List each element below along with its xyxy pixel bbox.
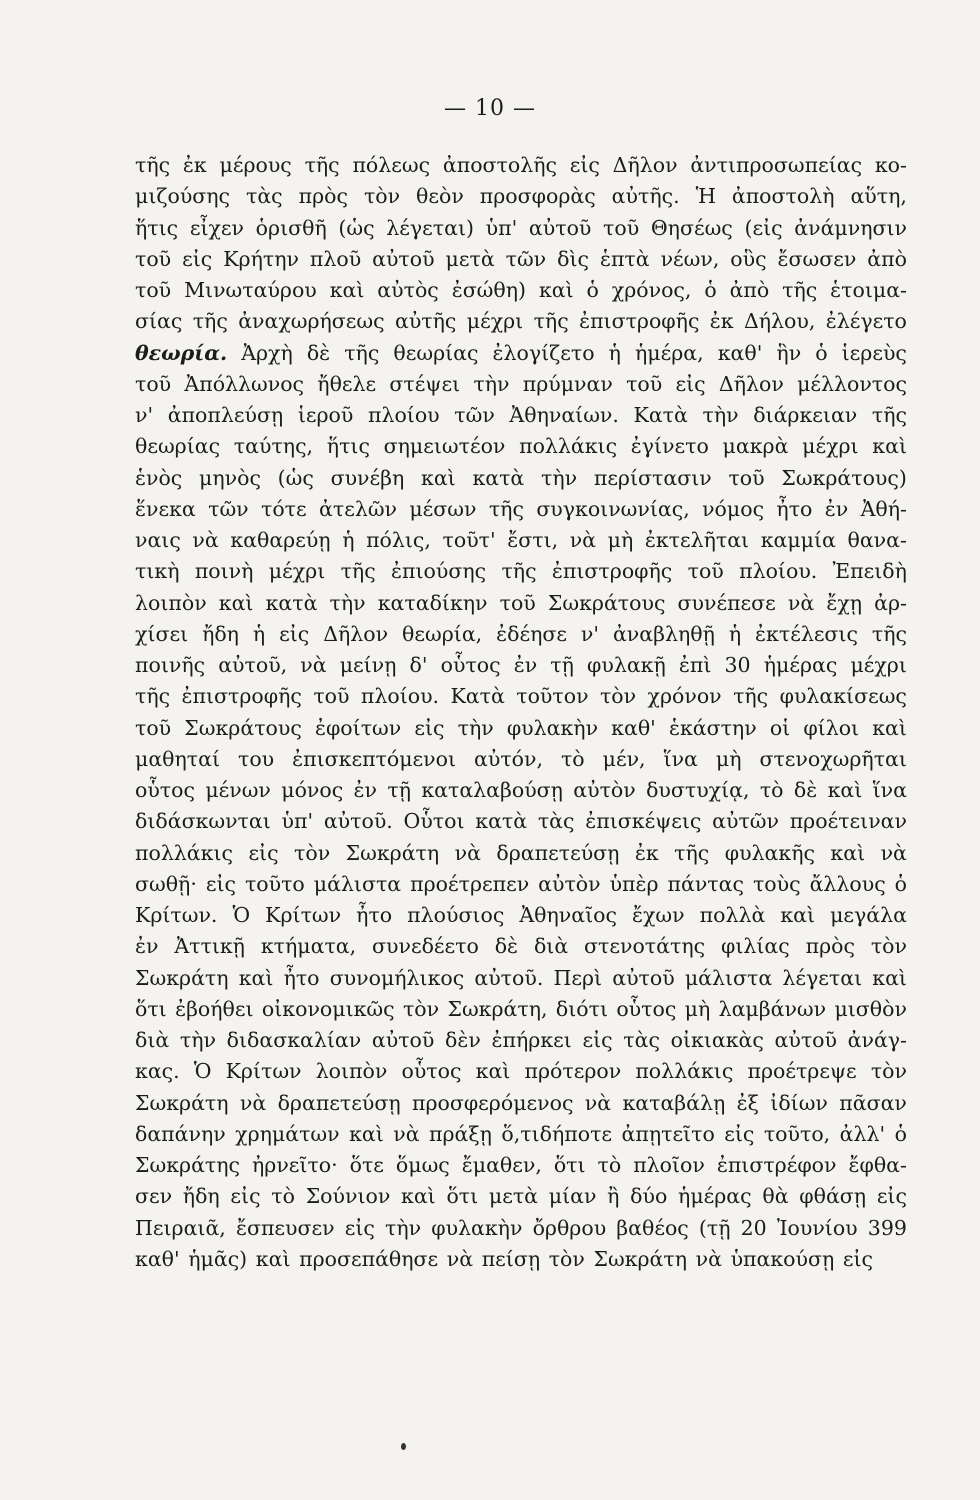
text-line: μαθηταί του ἐπισκεπτόμενοι αὐτόν, τὸ μέν, ἵνα μὴ στενοχωρῆται — [135, 746, 907, 771]
text-line: Σωκράτης ἠρνεῖτο· ὅτε ὅμως ἔμαθεν, ὅτι τὸ πλοῖον ἐπιστρέφον ἔφθα- — [135, 1153, 907, 1177]
text-line: ἥτις εἶχεν ὁρισθῆ (ὡς λέγεται) ὑπ' αὐτοῦ τοῦ Θησέως (εἰς ἀνάμνησιν — [135, 215, 907, 240]
text-line: τοῦ εἰς Κρήτην πλοῦ αὐτοῦ μετὰ τῶν δὶς ἑπτὰ νέων, οὓς ἔσωσεν ἀπὸ — [135, 246, 907, 271]
text-line: διδάσκωνται ὑπ' αὐτοῦ. Οὗτοι κατὰ τὰς ἐπισκέψεις αὐτῶν προέτειναν — [135, 809, 907, 834]
page-number: — 10 — — [444, 96, 536, 121]
text-line: τοῦ Μινωταύρου καὶ αὐτὸς ἐσώθη) καὶ ὁ χρόνος, ὁ ἀπὸ τῆς ἑτοιμα- — [135, 278, 907, 302]
text-line: ὅτι ἐβοήθει οἰκονομικῶς τὸν Σωκράτη, διότι οὗτος μὴ λαμβάνων μισθὸν — [135, 996, 907, 1021]
print-speck — [401, 1443, 406, 1450]
text-line: ἑνὸς μηνὸς (ὡς συνέβη καὶ κατὰ τὴν περίστασιν τοῦ Σωκράτους) — [135, 465, 907, 490]
text-line: Πειραιᾶ, ἔσπευσεν εἰς τὴν φυλακὴν ὄρθρου βαθέος (τῇ 20 Ἰουνίου 399 — [135, 1215, 907, 1240]
body-text — [135, 150, 907, 1275]
text-line: ποινῆς αὐτοῦ, νὰ μείνῃ δ' οὗτος ἐν τῇ φυλακῇ ἐπὶ 30 ἡμέρας μέχρι — [135, 653, 907, 677]
text-line: τῆς ἐκ μέρους τῆς πόλεως ἀποστολῆς εἰς Δῆλον ἀντιπροσωπείας κο- — [135, 153, 907, 177]
text-line: Σωκράτη καὶ ἦτο συνομήλικος αὐτοῦ. Περὶ αὐτοῦ μάλιστα λέγεται καὶ — [135, 965, 907, 990]
text-line: τοῦ Ἀπόλλωνος ἤθελε στέψει τὴν πρύμναν τοῦ εἰς Δῆλον μέλλοντος — [135, 371, 907, 396]
text-line: σωθῇ· εἰς τοῦτο μάλιστα προέτρεπεν αὐτὸν ὑπὲρ πάντας τοὺς ἄλλους ὁ — [135, 871, 907, 896]
text-line: κας. Ὁ Κρίτων λοιπὸν οὗτος καὶ πρότερον πολλάκις προέτρεψε τὸν — [135, 1059, 907, 1084]
text-line: τικὴ ποινὴ μέχρι τῆς ἐπιούσης τῆς ἐπιστροφῆς τοῦ πλοίου. Ἐπειδὴ — [135, 559, 907, 584]
text-line: Σωκράτη νὰ δραπετεύσῃ προσφερόμενος νὰ καταβάλῃ ἐξ ἰδίων πᾶσαν — [135, 1090, 907, 1115]
text-line: σίας τῆς ἀναχωρήσεως αὐτῆς μέχρι τῆς ἐπιστροφῆς ἐκ Δήλου, ἐλέγετο — [135, 309, 907, 334]
text-line: σεν ἤδη εἰς τὸ Σούνιον καὶ ὅτι μετὰ μίαν ἢ δύο ἡμέρας θὰ φθάσῃ εἰς — [135, 1184, 907, 1209]
text-line: οὗτος μένων μόνος ἐν τῇ καταλαβούσῃ αὐτὸν δυστυχίᾳ, τὸ δὲ καὶ ἵνα — [135, 778, 907, 802]
text-line: πολλάκις εἰς τὸν Σωκράτη νὰ δραπετεύσῃ ἐκ τῆς φυλακῆς καὶ νὰ — [135, 840, 907, 865]
text-line: δαπάνην χρημάτων καὶ νὰ πράξῃ ὅ,τιδήποτε ἀπῃτεῖτο εἰς τοῦτο, ἀλλ' ὁ — [135, 1121, 907, 1146]
text-line: μιζούσης τὰς πρὸς τὸν θεὸν προσφορὰς αὐτῆς. Ἡ ἀποστολὴ αὕτη, — [135, 184, 907, 209]
text-line: θεωρία. Ἀρχὴ δὲ τῆς θεωρίας ἐλογίζετο ἡ ἡμέρα, καθ' ἣν ὁ ἱερεὺς — [135, 340, 907, 365]
text-line: Κρίτων. Ὁ Κρίτων ἦτο πλούσιος Ἀθηναῖος ἔχων πολλὰ καὶ μεγάλα — [135, 903, 907, 927]
text-line: ἕνεκα τῶν τότε ἀτελῶν μέσων τῆς συγκοινωνίας, νόμος ἦτο ἐν Ἀθή- — [135, 496, 907, 521]
text-line: ναις νὰ καθαρεύῃ ἡ πόλις, τοῦτ' ἔστι, νὰ μὴ ἐκτελῆται καμμία θανα- — [135, 528, 907, 552]
text-line: χίσει ἤδη ἡ εἰς Δῆλον θεωρία, ἐδέησε ν' ἀναβληθῇ ἡ ἐκτέλεσις τῆς — [135, 621, 907, 646]
text-line: λοιπὸν καὶ κατὰ τὴν καταδίκην τοῦ Σωκράτους συνέπεσε νὰ ἔχῃ ἀρ- — [135, 590, 907, 615]
text-line: θεωρίας ταύτης, ἥτις σημειωτέον πολλάκις ἐγίνετο μακρὰ μέχρι καὶ — [135, 434, 907, 459]
text-line: διὰ τὴν διδασκαλίαν αὐτοῦ δὲν ἐπήρκει εἰς τὰς οἰκιακὰς αὐτοῦ ἀνάγ- — [135, 1028, 907, 1052]
text-line: καθ' ἡμᾶς) καὶ προσεπάθησε νὰ πείσῃ τὸν Σωκράτη νὰ ὑπακούσῃ εἰς — [135, 1246, 873, 1271]
text-line: τοῦ Σωκράτους ἐφοίτων εἰς τὴν φυλακὴν καθ' ἑκάστην οἱ φίλοι καὶ — [135, 715, 907, 740]
text-line: ἐν Ἀττικῇ κτήματα, συνεδέετο δὲ διὰ στενοτάτης φιλίας πρὸς τὸν — [135, 934, 907, 959]
text-line: ν' ἀποπλεύσῃ ἱεροῦ πλοίου τῶν Ἀθηναίων. Κατὰ τὴν διάρκειαν τῆς — [135, 403, 907, 427]
text-line: τῆς ἐπιστροφῆς τοῦ πλοίου. Κατὰ τοῦτον τὸν χρόνον τῆς φυλακίσεως — [135, 684, 907, 709]
